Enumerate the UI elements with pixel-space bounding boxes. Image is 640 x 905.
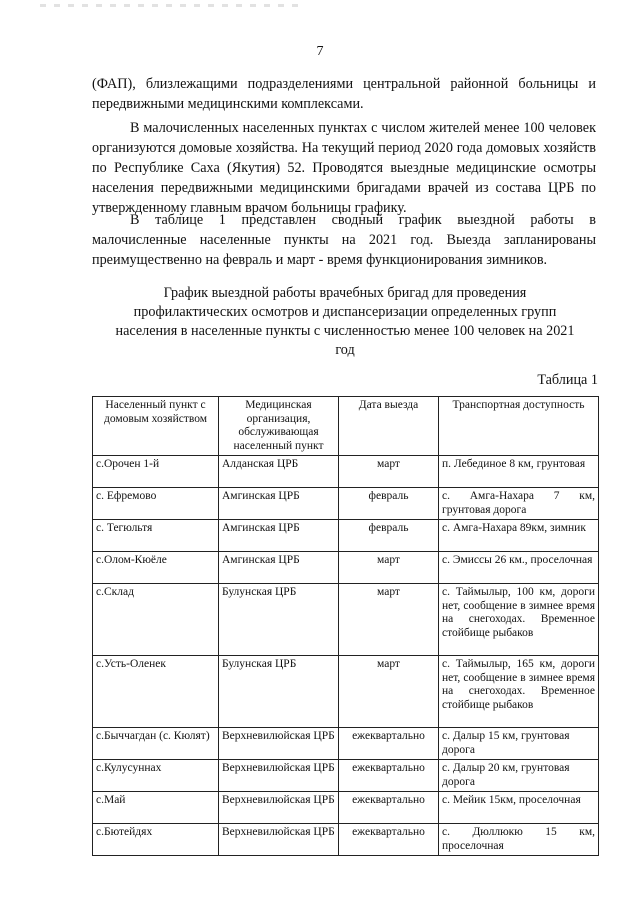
cell-date: февраль (339, 520, 439, 552)
table-row (93, 656, 599, 728)
cell-settlement: с. Тегюльтя (93, 520, 219, 552)
cell-organization: Амгинская ЦРБ (219, 552, 339, 584)
page-number: 7 (316, 44, 324, 59)
cell-settlement: с.Быччагдан (с. Кюлят) (93, 728, 219, 760)
cell-date: ежеквартально (339, 824, 439, 856)
cell-date: март (339, 656, 439, 728)
table-row (93, 728, 599, 760)
paragraph-2: В малочисленных населенных пунктах с числом жителей менее 100 человек организуются домовые хозяйства. На текущий период 2020 года домовых хозяйств по Республике Саха (Якутия) 52. Проводятся выездные медицинские осмотры населения передвижными медицинскими бригадами врачей из состава ЦРБ по утвержденному главным врачом больницы графику. (92, 120, 596, 216)
paragraph-1: (ФАП), близлежащими подразделениями центральной районной больницы и передвижными медицинскими комплексами. (92, 76, 596, 112)
cell-transport: п. Лебединое 8 км, грунтовая (439, 456, 599, 488)
cell-transport: с. Далыр 20 км, грунтовая дорога (439, 760, 599, 792)
schedule-table (92, 396, 599, 856)
cell-date: ежеквартально (339, 760, 439, 792)
header-departure-date: Дата выезда (339, 397, 439, 456)
table-row (93, 760, 599, 792)
cell-date: март (339, 456, 439, 488)
cell-date: февраль (339, 488, 439, 520)
cell-organization: Верхневилюйская ЦРБ (219, 760, 339, 792)
cell-transport: с. Таймылыр, 165 км, дороги нет, сообщение в зимнее время на снегоходах. Временное стойбище рыбаков (439, 656, 599, 728)
cell-settlement: с.Май (93, 792, 219, 824)
cell-settlement: с.Олом-Кюёле (93, 552, 219, 584)
cell-settlement: с.Орочен 1-й (93, 456, 219, 488)
table-header-row (93, 397, 599, 456)
cell-transport: с. Дюллюкю 15 км, проселочная (439, 824, 599, 856)
cell-organization: Булунская ЦРБ (219, 656, 339, 728)
cell-organization: Алданская ЦРБ (219, 456, 339, 488)
cell-transport: с. Таймылыр, 100 км, дороги нет, сообщение в зимнее время на снегоходах. Временное стойбище рыбаков (439, 584, 599, 656)
table-row (93, 824, 599, 856)
table-label: Таблица 1 (537, 372, 598, 388)
table-row (93, 488, 599, 520)
table-heading: График выездной работы врачебных бригад для проведения профилактических осмотров и диспансеризации определенных групп населения в населенные пункты с численностью менее 100 человек на 2021 год (115, 285, 575, 358)
cell-settlement: с. Ефремово (93, 488, 219, 520)
cell-organization: Амгинская ЦРБ (219, 488, 339, 520)
header-organization: Медицинская организация, обслуживающая населенный пункт (219, 397, 339, 456)
cell-date: ежеквартально (339, 728, 439, 760)
cell-transport: с. Амга-Нахара 7 км, грунтовая дорога (439, 488, 599, 520)
header-transport: Транспортная доступность (439, 397, 599, 456)
cell-settlement: с.Бютейдях (93, 824, 219, 856)
table-row (93, 520, 599, 552)
table-row (93, 584, 599, 656)
cell-date: ежеквартально (339, 792, 439, 824)
table-row (93, 792, 599, 824)
cell-organization: Верхневилюйская ЦРБ (219, 792, 339, 824)
cell-organization: Амгинская ЦРБ (219, 520, 339, 552)
cell-transport: с. Амга-Нахара 89км, зимник (439, 520, 599, 552)
cell-organization: Булунская ЦРБ (219, 584, 339, 656)
cell-settlement: с.Усть-Оленек (93, 656, 219, 728)
cell-organization: Верхневилюйская ЦРБ (219, 824, 339, 856)
paragraph-3: В таблице 1 представлен сводный график выездной работы в малочисленные населенные пункты на 2021 год. Выезда запланированы преимущественно на февраль и март - время функционирования зимников. (92, 212, 596, 268)
cell-transport: с. Эмиссы 26 км., проселочная (439, 552, 599, 584)
cell-settlement: с.Кулусуннах (93, 760, 219, 792)
table-row (93, 456, 599, 488)
table-row (93, 552, 599, 584)
scan-artifact (40, 4, 300, 7)
header-settlement: Населенный пункт с домовым хозяйством (93, 397, 219, 456)
cell-transport: с. Далыр 15 км, грунтовая дорога (439, 728, 599, 760)
cell-settlement: с.Склад (93, 584, 219, 656)
cell-transport: с. Мейик 15км, проселочная (439, 792, 599, 824)
cell-organization: Верхневилюйская ЦРБ (219, 728, 339, 760)
cell-date: март (339, 584, 439, 656)
cell-date: март (339, 552, 439, 584)
